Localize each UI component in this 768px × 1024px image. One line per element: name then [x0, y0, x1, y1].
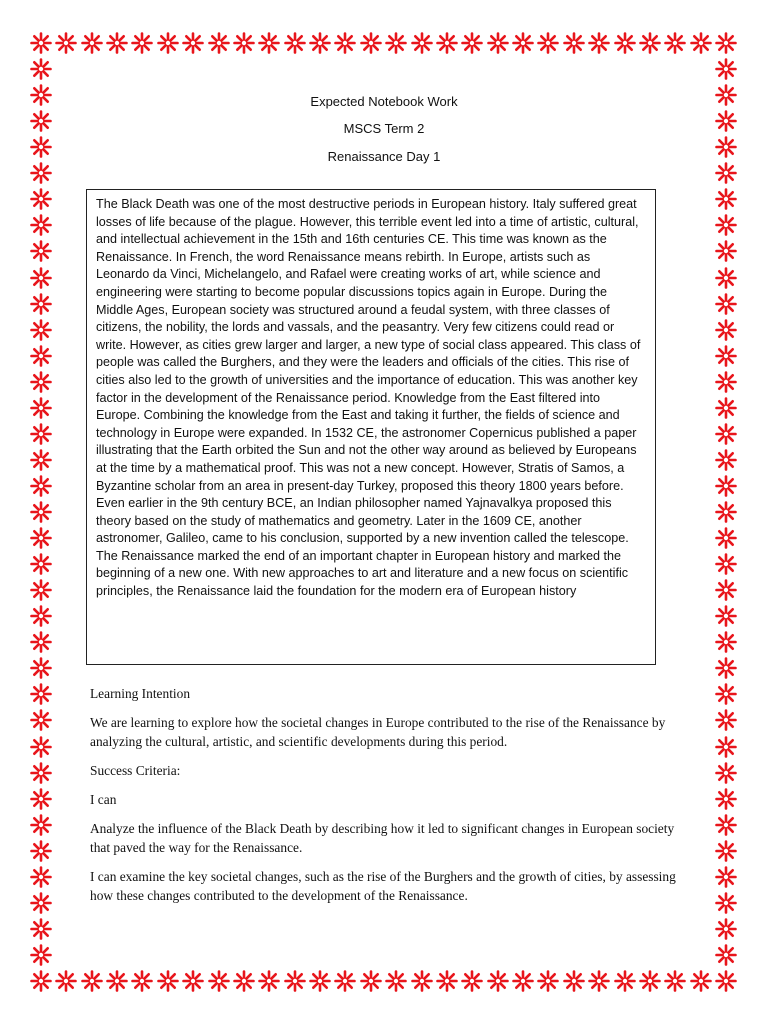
asterisk-star-icon [715, 944, 737, 966]
header-course: MSCS Term 2 [343, 121, 425, 136]
asterisk-star-icon [30, 631, 52, 653]
asterisk-star-icon [436, 32, 458, 54]
asterisk-star-icon [715, 892, 737, 914]
asterisk-star-icon [715, 553, 737, 575]
learning-section [90, 684, 690, 915]
asterisk-star-icon [30, 579, 52, 601]
asterisk-star-icon [715, 345, 737, 367]
asterisk-star-icon [715, 736, 737, 758]
asterisk-star-icon [537, 970, 559, 992]
asterisk-star-icon [30, 918, 52, 940]
asterisk-star-icon [385, 32, 407, 54]
asterisk-star-icon [30, 475, 52, 497]
asterisk-star-icon [537, 32, 559, 54]
asterisk-star-icon [715, 475, 737, 497]
asterisk-star-icon [30, 58, 52, 80]
asterisk-star-icon [30, 736, 52, 758]
asterisk-star-icon [208, 32, 230, 54]
header-title: Expected Notebook Work [310, 94, 458, 109]
asterisk-star-icon [30, 840, 52, 862]
asterisk-star-icon [715, 970, 737, 992]
asterisk-star-icon [715, 683, 737, 705]
asterisk-star-icon [715, 240, 737, 262]
asterisk-star-icon [715, 293, 737, 315]
asterisk-star-icon [30, 501, 52, 523]
asterisk-star-icon [309, 32, 331, 54]
asterisk-star-icon [30, 267, 52, 289]
asterisk-star-icon [639, 32, 661, 54]
i-can-label: I can [90, 792, 117, 807]
asterisk-star-icon [563, 970, 585, 992]
header-lesson: Renaissance Day 1 [327, 149, 441, 164]
asterisk-star-icon [30, 970, 52, 992]
asterisk-star-icon [30, 657, 52, 679]
asterisk-star-icon [664, 32, 686, 54]
asterisk-star-icon [715, 32, 737, 54]
asterisk-star-icon [461, 32, 483, 54]
asterisk-star-icon [30, 319, 52, 341]
learning-intention-text: We are learning to explore how the societal changes in Europe contributed to the rise of the Renaissance by analyzing the cultural, artistic, and scientific developments during this period. [90, 715, 666, 749]
asterisk-star-icon [258, 970, 280, 992]
asterisk-star-icon [30, 866, 52, 888]
asterisk-star-icon [106, 32, 128, 54]
asterisk-star-icon [715, 527, 737, 549]
asterisk-star-icon [182, 32, 204, 54]
asterisk-star-icon [55, 32, 77, 54]
success-criterion-1: Analyze the influence of the Black Death by describing how it led to significant changes in European society that paved the way for the Renaissance. [90, 821, 675, 855]
asterisk-star-icon [715, 657, 737, 679]
asterisk-star-icon [715, 371, 737, 393]
asterisk-star-icon [715, 449, 737, 471]
asterisk-star-icon [715, 214, 737, 236]
asterisk-star-icon [81, 32, 103, 54]
asterisk-star-icon [30, 762, 52, 784]
asterisk-star-icon [30, 449, 52, 471]
asterisk-star-icon [30, 553, 52, 575]
asterisk-star-icon [309, 970, 331, 992]
asterisk-star-icon [30, 397, 52, 419]
asterisk-star-icon [284, 32, 306, 54]
asterisk-star-icon [715, 188, 737, 210]
asterisk-star-icon [30, 788, 52, 810]
asterisk-star-icon [157, 970, 179, 992]
asterisk-star-icon [461, 970, 483, 992]
asterisk-star-icon [715, 605, 737, 627]
asterisk-star-icon [715, 501, 737, 523]
asterisk-star-icon [563, 32, 585, 54]
asterisk-star-icon [664, 970, 686, 992]
asterisk-star-icon [30, 423, 52, 445]
asterisk-star-icon [55, 970, 77, 992]
asterisk-star-icon [588, 32, 610, 54]
reading-passage-text: The Black Death was one of the most destructive periods in European history. Italy suffered great losses of life because of the plague. However, this terrible event led into a time of artistic, cultural, and intellectual achievement in the 15th and 16th centuries CE. This time was known as the Renaissance. In French, the word Renaissance means rebirth. In Europe, artists such as Leonardo da Vinci, Michelangelo, and Rafael were creating works of art, while science and engineering were starting to become popular discussions topics again in Europe. During the Middle Ages, European society was structured around a feudal system, with three classes of citizens, the nobility, the lords and vassals, and the peasantry. Very few citizens could read or write. However, as cities grew larger and larger, a new type of social class appeared. This class of people was called the Burghers, and they were the leaders and officials of the cities. This rise of cities also led to the growth of universities and the importance of education. This was another key factor in the development of the Renaissance period. Knowledge from the East filtered into Europe. Combining the knowledge from the East and taking it further, the fields of science and technology in Europe were expanded. In 1532 CE, the astronomer Copernicus published a paper illustrating that the Earth orbited the Sun and not the other way around as believed by Europeans at the time by a mathematical proof. This was not a new concept. However, Stratis of Samos, a Byzantine scholar from an area in present-day Turkey, proposed this theory 1800 years before. Even earlier in the 9th century BCE, an Indian philosopher named Yajnavalkya proposed this theory based on the study of mathematics and geometry. Later in the 1609 CE, another astronomer, Galileo, came to his conclusion, supported by a new invention called the telescope. The Renaissance marked the end of an important chapter in European history and marked the beginning of a new one. With new approaches to art and literature and a new focus on scientific principles, the Renaissance laid the foundation for the modern era of European history [96, 197, 641, 599]
asterisk-star-icon [614, 970, 636, 992]
asterisk-star-icon [715, 709, 737, 731]
asterisk-star-icon [30, 32, 52, 54]
asterisk-star-icon [411, 32, 433, 54]
asterisk-star-icon [715, 631, 737, 653]
asterisk-star-icon [715, 840, 737, 862]
asterisk-star-icon [30, 162, 52, 184]
asterisk-star-icon [487, 32, 509, 54]
asterisk-star-icon [715, 866, 737, 888]
asterisk-star-icon [30, 214, 52, 236]
asterisk-star-icon [30, 188, 52, 210]
asterisk-star-icon [131, 32, 153, 54]
asterisk-star-icon [639, 970, 661, 992]
asterisk-star-icon [30, 527, 52, 549]
asterisk-star-icon [30, 944, 52, 966]
asterisk-star-icon [512, 970, 534, 992]
asterisk-star-icon [715, 319, 737, 341]
asterisk-star-icon [690, 32, 712, 54]
asterisk-star-icon [258, 32, 280, 54]
asterisk-star-icon [30, 293, 52, 315]
asterisk-star-icon [512, 32, 534, 54]
asterisk-star-icon [715, 267, 737, 289]
asterisk-star-icon [360, 32, 382, 54]
asterisk-star-icon [182, 970, 204, 992]
asterisk-star-icon [411, 970, 433, 992]
asterisk-star-icon [715, 397, 737, 419]
asterisk-star-icon [30, 240, 52, 262]
asterisk-star-icon [614, 32, 636, 54]
asterisk-star-icon [81, 970, 103, 992]
asterisk-star-icon [588, 970, 610, 992]
asterisk-star-icon [715, 162, 737, 184]
asterisk-star-icon [30, 683, 52, 705]
asterisk-star-icon [233, 32, 255, 54]
asterisk-star-icon [690, 970, 712, 992]
asterisk-star-icon [157, 32, 179, 54]
asterisk-star-icon [436, 970, 458, 992]
asterisk-star-icon [715, 814, 737, 836]
asterisk-star-icon [30, 345, 52, 367]
asterisk-star-icon [30, 709, 52, 731]
asterisk-star-icon [284, 970, 306, 992]
asterisk-star-icon [715, 58, 737, 80]
asterisk-star-icon [30, 371, 52, 393]
asterisk-star-icon [715, 918, 737, 940]
reading-passage-box [86, 189, 656, 665]
asterisk-star-icon [715, 788, 737, 810]
asterisk-star-icon [106, 970, 128, 992]
asterisk-star-icon [30, 814, 52, 836]
learning-intention-heading: Learning Intention [90, 686, 191, 701]
asterisk-star-icon [360, 970, 382, 992]
success-criteria-heading: Success Criteria: [90, 763, 181, 778]
asterisk-star-icon [131, 970, 153, 992]
asterisk-star-icon [385, 970, 407, 992]
asterisk-star-icon [334, 970, 356, 992]
asterisk-star-icon [334, 32, 356, 54]
asterisk-star-icon [715, 762, 737, 784]
asterisk-star-icon [233, 970, 255, 992]
asterisk-star-icon [715, 423, 737, 445]
asterisk-star-icon [30, 892, 52, 914]
asterisk-star-icon [30, 605, 52, 627]
asterisk-star-icon [715, 579, 737, 601]
asterisk-star-icon [487, 970, 509, 992]
success-criterion-2: I can examine the key societal changes, such as the rise of the Burghers and the growth of cities, by assessing how these changes contributed to the development of the Renaissance. [90, 869, 676, 903]
asterisk-star-icon [208, 970, 230, 992]
